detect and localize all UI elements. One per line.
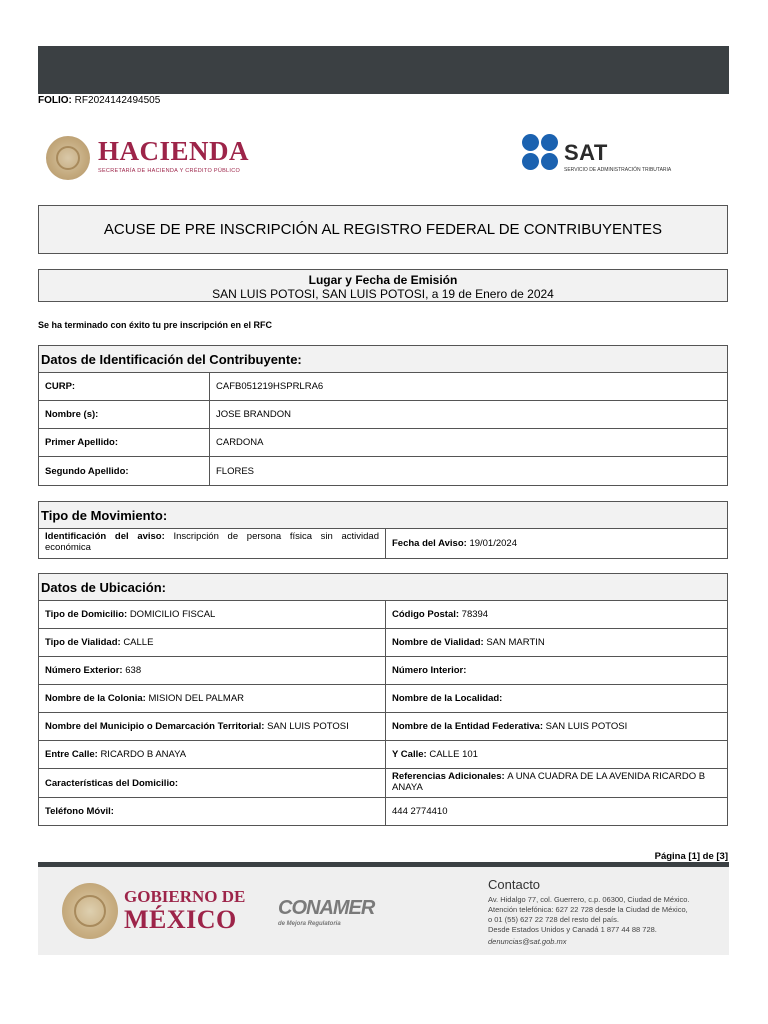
aviso-cell xyxy=(39,529,385,558)
table-row xyxy=(39,429,727,457)
sat-title: SAT xyxy=(564,140,608,165)
cell-value: CALLE 101 xyxy=(429,749,478,760)
aviso-label: Identificación del aviso: xyxy=(45,531,165,542)
cell-value: SAN LUIS POTOSI xyxy=(267,721,349,732)
location-section xyxy=(38,573,728,826)
table-cell xyxy=(39,713,385,740)
cell-value: DOMICILIO FISCAL xyxy=(129,609,216,620)
footer xyxy=(38,867,729,955)
folio-label: FOLIO: xyxy=(38,95,72,106)
table-cell xyxy=(39,685,385,712)
cell-label: Entre Calle: xyxy=(45,749,98,760)
curp-label: CURP: xyxy=(45,381,76,392)
table-cell xyxy=(385,769,727,797)
cell-label: Tipo de Domicilio: xyxy=(45,609,128,620)
cell-value: 444 2774410 xyxy=(392,806,448,817)
cell-value: CALLE xyxy=(123,637,154,648)
nombre-value: JOSE BRANDON xyxy=(209,401,727,428)
sat-logo xyxy=(522,134,722,182)
emission-box xyxy=(38,269,728,302)
fecha-aviso-cell xyxy=(385,529,727,558)
table-row xyxy=(39,401,727,429)
cell-label: Número Exterior: xyxy=(45,665,123,676)
cell-label: Nombre de la Entidad Federativa: xyxy=(392,721,543,732)
identification-heading: Datos de Identificación del Contribuyente: xyxy=(39,346,727,373)
segundo-apellido-value: FLORES xyxy=(209,457,727,485)
curp-value: CAFB051219HSPRLRA6 xyxy=(209,373,727,400)
nombre-label: Nombre (s): xyxy=(45,409,99,420)
cell-value: RICARDO B ANAYA xyxy=(100,749,187,760)
emission-value: SAN LUIS POTOSI, SAN LUIS POTOSI, a 19 de Enero de 2024 xyxy=(212,287,554,301)
table-cell xyxy=(385,601,727,628)
contact-heading: Contacto xyxy=(488,877,541,892)
table-row xyxy=(39,741,727,769)
cell-label: Y Calle: xyxy=(392,749,427,760)
cell-label: Número Interior: xyxy=(392,665,467,676)
cell-label: Nombre de la Localidad: xyxy=(392,693,503,704)
hacienda-subtitle: SECRETARÍA DE HACIENDA Y CRÉDITO PÚBLICO xyxy=(98,168,241,174)
table-cell xyxy=(39,798,385,825)
contact-line: o 01 (55) 627 22 728 del resto del país. xyxy=(488,915,619,924)
table-cell xyxy=(39,629,385,656)
table-cell xyxy=(385,741,727,768)
cell-value: 638 xyxy=(125,665,142,676)
table-cell xyxy=(385,629,727,656)
table-row xyxy=(39,373,727,401)
cell-label: Teléfono Móvil: xyxy=(45,806,114,817)
table-row xyxy=(39,685,727,713)
cell-label: Referencias Adicionales: xyxy=(392,771,505,782)
folio-value: RF2024142494505 xyxy=(74,95,161,106)
cell-value: SAN MARTIN xyxy=(486,637,545,648)
cell-label: Nombre de Vialidad: xyxy=(392,637,484,648)
movement-section xyxy=(38,501,728,559)
hacienda-logo xyxy=(40,128,266,188)
cell-label: Características del Domicilio: xyxy=(45,777,179,789)
contact-line: Desde Estados Unidos y Canadá 1 877 44 88 728. xyxy=(488,925,657,934)
conamer-logo: CONAMER xyxy=(278,897,375,919)
document-title: ACUSE DE PRE INSCRIPCIÓN AL REGISTRO FEDERAL DE CONTRIBUYENTES xyxy=(103,221,663,238)
table-row xyxy=(39,529,727,558)
table-cell xyxy=(39,657,385,684)
contact-line: Av. Hidalgo 77, col. Guerrero, c.p. 06300, Ciudad de México. xyxy=(488,895,690,904)
table-row xyxy=(39,657,727,685)
identification-section xyxy=(38,345,728,486)
table-cell xyxy=(385,685,727,712)
table-cell xyxy=(385,657,727,684)
aviso-value: Inscripción de persona física sin actividad económica xyxy=(45,531,379,553)
table-row xyxy=(39,798,727,825)
cell-value: 78394 xyxy=(461,609,489,620)
primer-apellido-label: Primer Apellido: xyxy=(45,437,119,448)
cell-value: MISION DEL PALMAR xyxy=(148,693,245,704)
success-message: Se ha terminado con éxito tu pre inscripción en el RFC xyxy=(38,320,273,330)
cell-label: Tipo de Vialidad: xyxy=(45,637,121,648)
fecha-aviso-label: Fecha del Aviso: xyxy=(392,538,467,549)
table-cell xyxy=(385,713,727,740)
cell-label: Nombre del Municipio o Demarcación Territorial: xyxy=(45,721,265,732)
contact-line: Atención telefónica: 627 22 728 desde la Ciudad de México, xyxy=(488,905,688,914)
sat-dots-icon xyxy=(522,134,562,174)
table-row xyxy=(39,769,727,798)
cell-value: A UNA CUADRA DE LA AVENIDA RICARDO B ANAYA xyxy=(392,771,706,793)
mexico-seal-icon xyxy=(46,136,90,180)
segundo-apellido-label: Segundo Apellido: xyxy=(45,465,129,477)
table-row xyxy=(39,629,727,657)
table-row xyxy=(39,457,727,485)
table-cell xyxy=(39,601,385,628)
movement-heading: Tipo de Movimiento: xyxy=(39,502,727,529)
gobierno-line1: GOBIERNO DE xyxy=(124,887,246,906)
cell-label: Nombre de la Colonia: xyxy=(45,693,146,704)
table-cell xyxy=(385,798,727,825)
table-cell xyxy=(39,741,385,768)
table-cell xyxy=(39,769,385,797)
hacienda-title: HACIENDA xyxy=(98,136,250,166)
table-row xyxy=(39,713,727,741)
emission-heading: Lugar y Fecha de Emisión xyxy=(308,273,458,287)
table-row xyxy=(39,601,727,629)
contact-email-link[interactable]: denuncias@sat.gob.mx xyxy=(488,937,567,946)
gobierno-line2: MÉXICO xyxy=(124,905,237,934)
page-indicator: Página [1] de [3] xyxy=(654,851,728,862)
fecha-aviso-value: 19/01/2024 xyxy=(469,538,517,549)
sat-subtitle: SERVICIO DE ADMINISTRACIÓN TRIBUTARIA xyxy=(564,167,672,173)
folio xyxy=(38,95,160,106)
primer-apellido-value: CARDONA xyxy=(209,429,727,456)
mexico-seal-icon xyxy=(62,883,118,939)
document-title-box xyxy=(38,205,728,254)
cell-label: Código Postal: xyxy=(392,609,460,620)
top-header-bar xyxy=(38,46,729,94)
conamer-subtitle: de Mejora Regulatoria xyxy=(278,921,341,927)
cell-value: SAN LUIS POTOSI xyxy=(545,721,628,732)
location-heading: Datos de Ubicación: xyxy=(39,574,727,601)
